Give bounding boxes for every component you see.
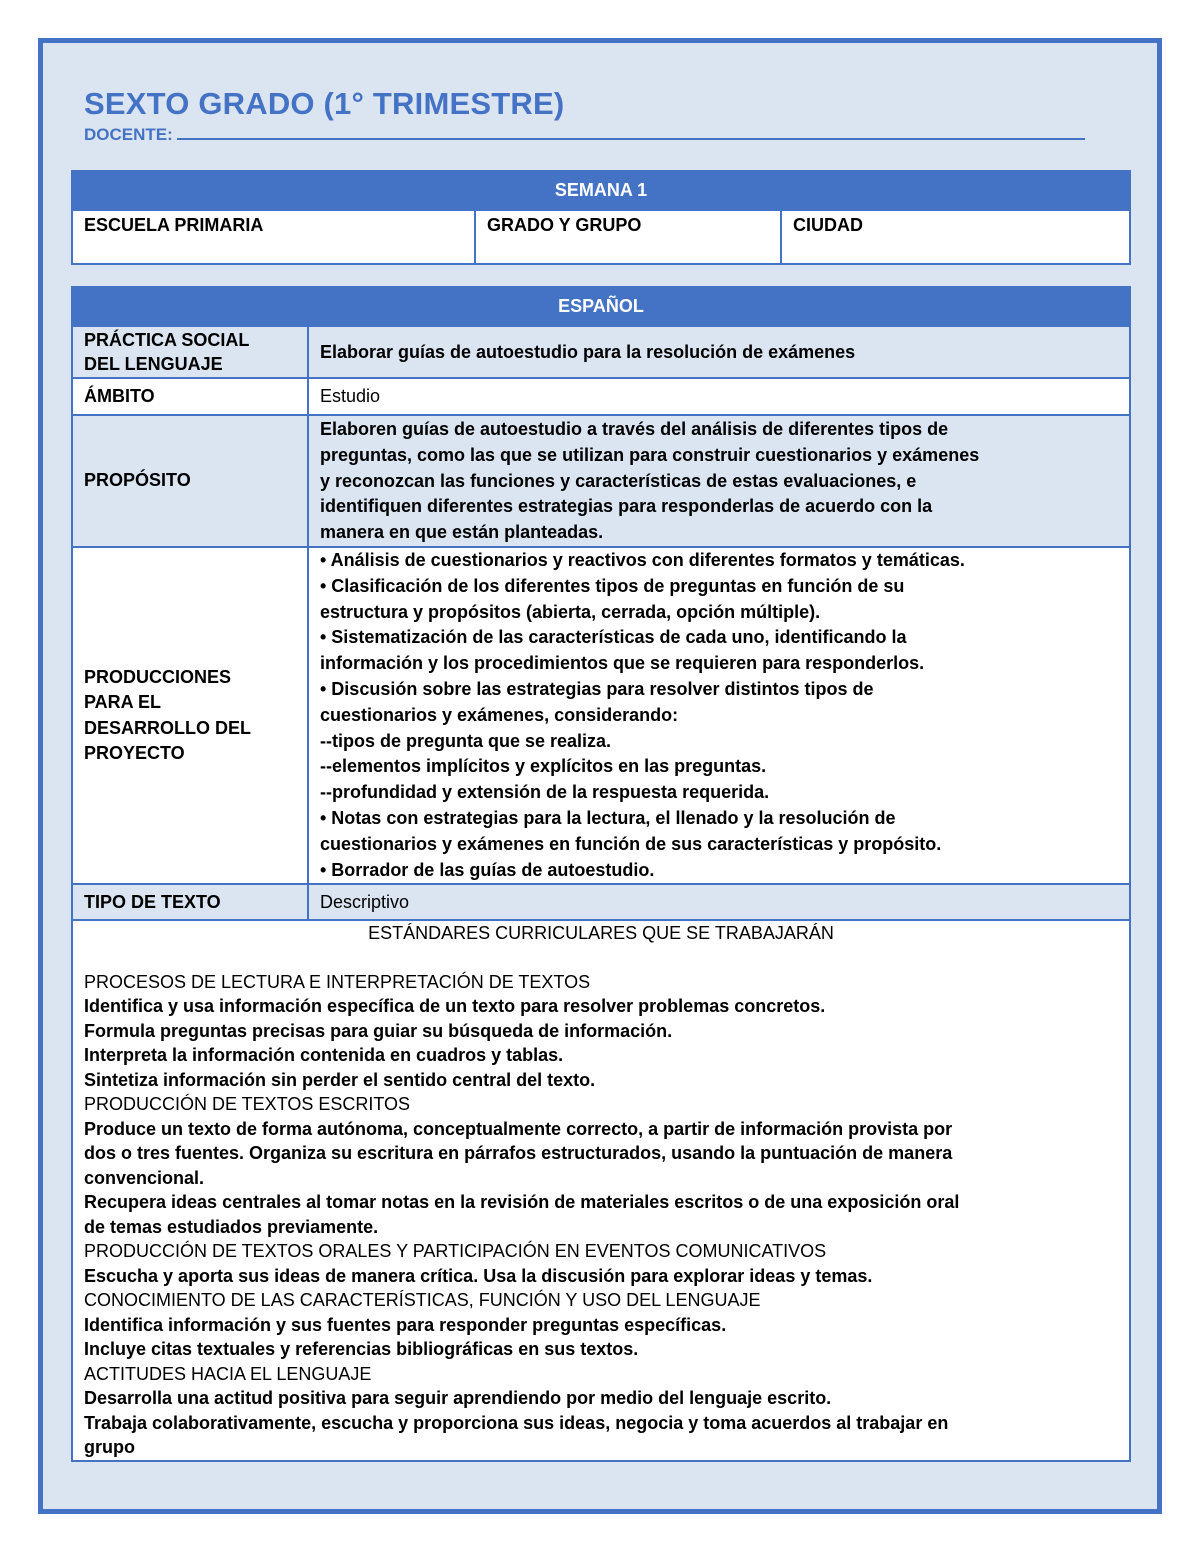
- week-table: [71, 170, 1131, 265]
- standards-item: Trabaja colaborativamente, escucha y proporciona sus ideas, negocia y toma acuerdos al trabajar en: [84, 1412, 949, 1433]
- standards-section-heading: PRODUCCIÓN DE TEXTOS ESCRITOS: [84, 1094, 411, 1115]
- standards-title: ESTÁNDARES CURRICULARES QUE SE TRABAJARÁN: [368, 923, 834, 944]
- page-title: SEXTO GRADO (1° TRIMESTRE): [84, 86, 565, 121]
- standards-item: convencional.: [84, 1167, 205, 1188]
- docente-field: [84, 124, 1085, 145]
- standards-section: [72, 920, 1130, 1461]
- standards-item: Escucha y aporta sus ideas de manera crítica. Usa la discusión para explorar ideas y temas.: [84, 1265, 873, 1286]
- ciudad-cell: CIUDAD: [781, 210, 1130, 264]
- subject-header: ESPAÑOL: [72, 287, 1130, 326]
- standards-item: Desarrolla una actitud positiva para seguir aprendiendo por medio del lenguaje escrito.: [84, 1388, 832, 1409]
- docente-label: DOCENTE:: [84, 125, 173, 144]
- standards-section-heading: ACTITUDES HACIA EL LENGUAJE: [84, 1363, 372, 1384]
- producciones-label: PRODUCCIONES PARA EL DESARROLLO DEL PROYECTO: [72, 547, 308, 884]
- proposito-value: Elaboren guías de autoestudio a través del análisis de diferentes tipos de preguntas, como las que se utilizan para construir cuestionarios y exámenes y reconozcan las funciones y características de estas evaluaciones, e identifiquen diferentes estrategias para responderlas de acuerdo con la manera en que están planteadas.: [308, 415, 1130, 547]
- standards-item: dos o tres fuentes. Organiza su escritura en párrafos estructurados, usando la puntuación de manera: [84, 1143, 953, 1164]
- standards-list: [84, 970, 1118, 1460]
- grado-grupo-cell: GRADO Y GRUPO: [475, 210, 781, 264]
- escuela-primaria-cell: ESCUELA PRIMARIA: [72, 210, 475, 264]
- standards-section-heading: PRODUCCIÓN DE TEXTOS ORALES Y PARTICIPACIÓN EN EVENTOS COMUNICATIVOS: [84, 1241, 827, 1262]
- standards-item: grupo: [84, 1437, 135, 1458]
- standards-item: Incluye citas textuales y referencias bibliográficas en sus textos.: [84, 1339, 639, 1360]
- practica-label: PRÁCTICA SOCIAL DEL LENGUAJE: [72, 326, 308, 378]
- standards-item: Identifica información y sus fuentes para responder preguntas específicas.: [84, 1314, 727, 1335]
- standards-item: Recupera ideas centrales al tomar notas en la revisión de materiales escritos o de una exposición oral: [84, 1192, 960, 1213]
- ambito-label: ÁMBITO: [72, 378, 308, 415]
- tipo-texto-label: TIPO DE TEXTO: [72, 884, 308, 920]
- standards-item: Formula preguntas precisas para guiar su búsqueda de información.: [84, 1020, 673, 1041]
- standards-item: de temas estudiados previamente.: [84, 1216, 379, 1237]
- producciones-value: • Análisis de cuestionarios y reactivos con diferentes formatos y temáticas. • Clasificación de los diferentes tipos de preguntas en función de su estructura y propósitos (abierta, cerrada, opción múltiple). • Sistematización de las características de cada uno, identificando la información y los procedimientos que se requieren para responderlos. • Discusión sobre las estrategias para resolver distintos tipos de cuestionarios y exámenes, considerando: --tipos de pregunta que se realiza. --elementos implícitos y explícitos en las preguntas. --profundidad y extensión de la respuesta requerida. • Notas con estrategias para la lectura, el llenado y la resolución de cuestionarios y exámenes en función de sus características y propósito. • Borrador de las guías de autoestudio.: [308, 547, 1130, 884]
- subject-table: [71, 286, 1131, 1462]
- standards-item: Identifica y usa información específica de un texto para resolver problemas concretos.: [84, 996, 826, 1017]
- ambito-value: Estudio: [308, 378, 1130, 415]
- tipo-texto-value: Descriptivo: [308, 884, 1130, 920]
- docente-blank-line: [177, 124, 1085, 140]
- standards-item: Produce un texto de forma autónoma, conceptualmente correcto, a partir de información provista por: [84, 1118, 953, 1139]
- week-header: SEMANA 1: [72, 171, 1130, 210]
- standards-item: Sintetiza información sin perder el sentido central del texto.: [84, 1069, 596, 1090]
- standards-section-heading: CONOCIMIENTO DE LAS CARACTERÍSTICAS, FUNCIÓN Y USO DEL LENGUAJE: [84, 1290, 761, 1311]
- standards-section-heading: PROCESOS DE LECTURA E INTERPRETACIÓN DE TEXTOS: [84, 971, 591, 992]
- proposito-label: PROPÓSITO: [72, 415, 308, 547]
- standards-item: Interpreta la información contenida en cuadros y tablas.: [84, 1045, 564, 1066]
- practica-value: Elaborar guías de autoestudio para la resolución de exámenes: [308, 326, 1130, 378]
